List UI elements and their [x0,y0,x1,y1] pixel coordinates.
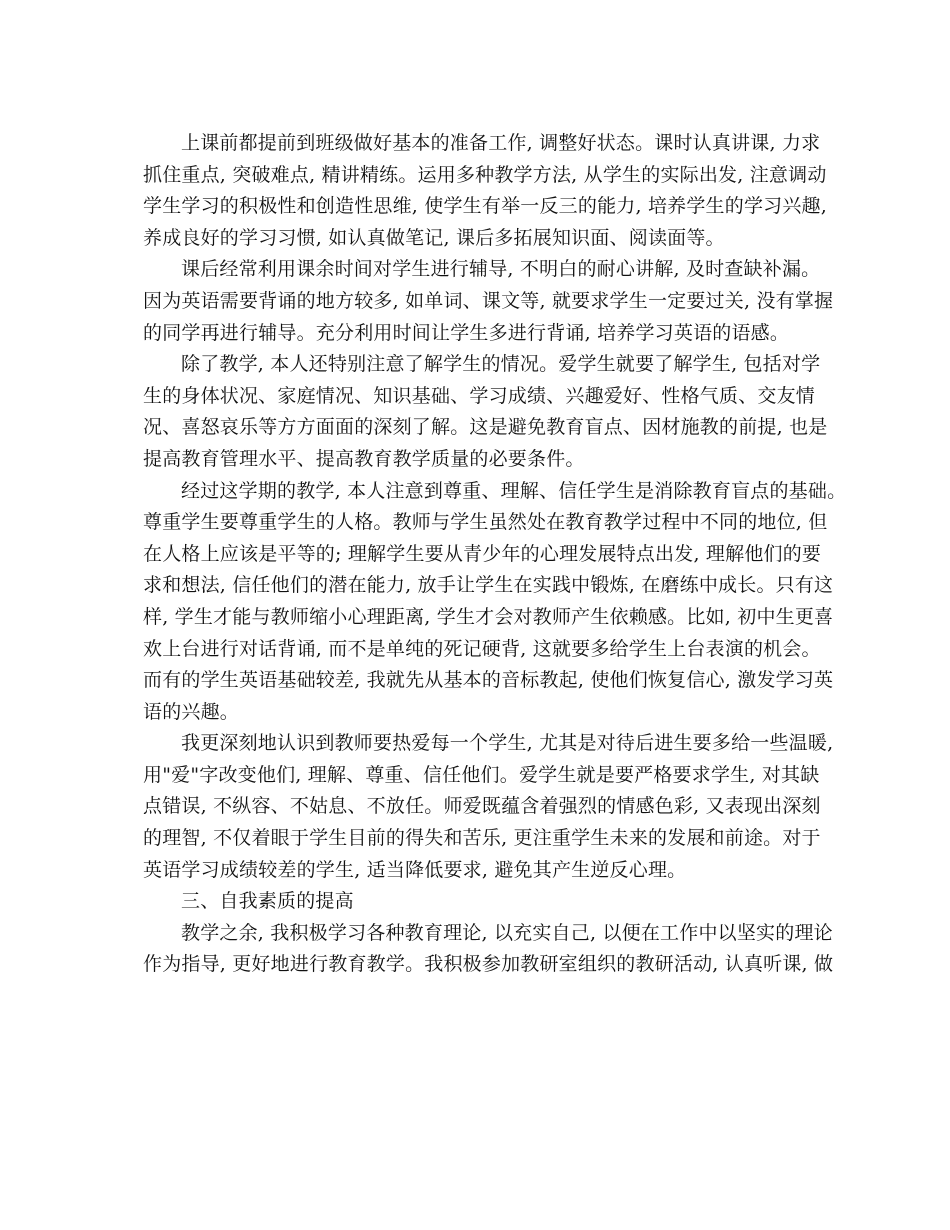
paragraph-line: 英语学习成绩较差的学生, 适当降低要求, 避免其产生逆反心理。 [143,858,687,881]
paragraph-first-line: 教学之余, 我积极学习各种教育理论, 以充实自己, 以便在工作中以坚实的理论 [181,921,833,944]
paragraph-first-line: 三、自我素质的提高 [181,890,354,913]
paragraph-line: 点错误, 不纵容、不姑息、不放任。师爱既蕴含着强烈的情感色彩, 又表现出深刻 [143,795,821,818]
paragraph-line: 的同学再进行辅导。充分利用时间让学生多进行背诵, 培养学习英语的语感。 [143,321,790,344]
paragraph-first-line: 课后经常利用课余时间对学生进行辅导, 不明白的耐心讲解, 及时查缺补漏。 [181,258,821,281]
paragraph-first-line: 我更深刻地认识到教师要热爱每一个学生, 尤其是对待后进生要多给一些温暖, [181,732,834,755]
paragraph-line: 尊重学生要尊重学生的人格。教师与学生虽然处在教育教学过程中不同的地位, 但 [143,511,828,534]
paragraph-line: 抓住重点, 突破难点, 精讲精练。运用多种教学方法, 从学生的实际出发, 注意调动 [143,163,827,186]
paragraph-line: 而有的学生英语基础较差, 我就先从基本的音标教起, 使他们恢复信心, 激发学习英 [143,669,834,692]
paragraph-first-line: 经过这学期的教学, 本人注意到尊重、理解、信任学生是消除教育盲点的基础。 [181,479,847,502]
paragraph-line: 求和想法, 信任他们的潜在能力, 放手让学生在实践中锻炼, 在磨练中成长。只有这 [143,574,834,597]
paragraph-line: 因为英语需要背诵的地方较多, 如单词、课文等, 就要求学生一定要过关, 没有掌握 [143,289,834,312]
paragraph-line: 语的兴趣。 [143,700,240,723]
paragraph-line: 提高教育管理水平、提高教育教学质量的必要条件。 [143,447,585,470]
document-body [143,128,847,981]
paragraph-line: 在人格上应该是平等的; 理解学生要从青少年的心理发展特点出发, 理解他们的要 [143,542,822,565]
paragraph-first-line: 上课前都提前到班级做好基本的准备工作, 调整好状态。课时认真讲课, 力求 [181,132,821,154]
paragraph-line: 欢上台进行对话背诵, 而不是单纯的死记硬背, 这就要多给学生上台表演的机会。 [143,637,821,660]
paragraph-line: 样, 学生才能与教师缩小心理距离, 学生才会对教师产生依赖感。比如, 初中生更喜 [143,605,834,628]
paragraph-line: 的理智, 不仅着眼于学生目前的得失和苦乐, 更注重学生未来的发展和前途。对于 [143,827,821,850]
paragraph-first-line: 除了教学, 本人还特别注意了解学生的情况。爱学生就要了解学生, 包括对学 [181,353,821,376]
paragraph-line: 况、喜怒哀乐等方方面面的深刻了解。这是避免教育盲点、因材施教的前提, 也是 [143,416,828,439]
paragraph-line: 养成良好的学习习惯, 如认真做笔记, 课后多拓展知识面、阅读面等。 [143,226,725,249]
paragraph-line: 作为指导, 更好地进行教育教学。我积极参加教研室组织的教研活动, 认真听课, 做 [143,953,834,976]
paragraph-line: 生的身体状况、家庭情况、知识基础、学习成绩、兴趣爱好、性格气质、交友情 [143,384,816,407]
paragraph-line: 用"爱"字改变他们, 理解、尊重、信任他们。爱学生就是要严格要求学生, 对其缺 [143,763,820,786]
paragraph-line: 学生学习的积极性和创造性思维, 使学生有举一反三的能力, 培养学生的学习兴趣, [143,195,827,218]
